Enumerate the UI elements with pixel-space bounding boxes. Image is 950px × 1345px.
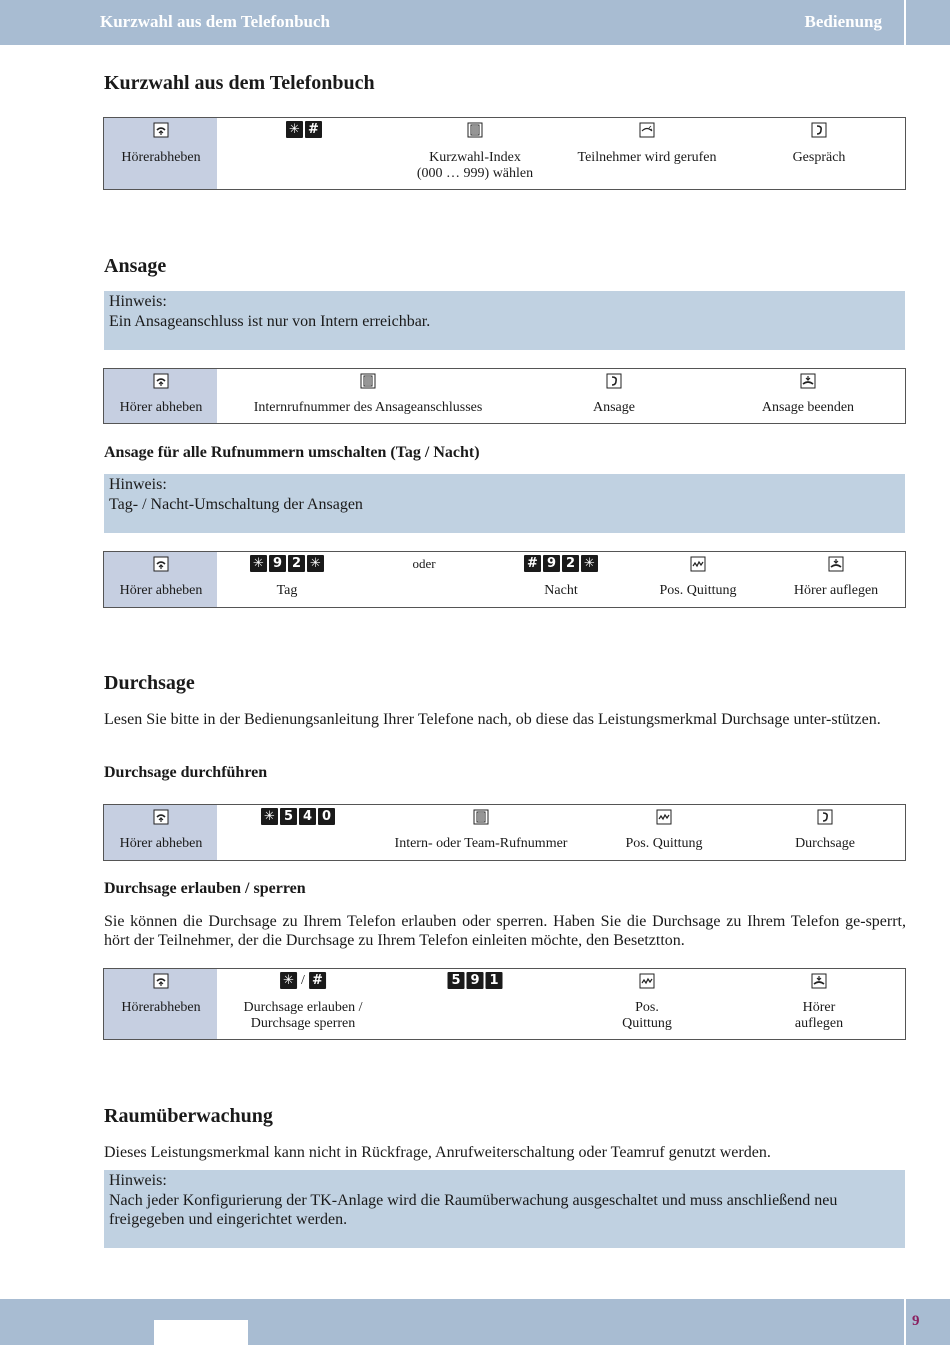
- procedure-table-ansage: [103, 368, 906, 424]
- step-erlauben-line2: Durchsage sperren: [250, 1016, 356, 1031]
- step-kurzwahl-index-line1: Kurzwahl-Index: [429, 150, 521, 165]
- step-teilnehmer-gerufen: Teilnehmer wird gerufen: [577, 150, 717, 165]
- paragraph-raumueberwachung: Dieses Leistungsmerkmal kann nicht in Rückfrage, Anrufweiterschaltung oder Teamruf genutzt werden.: [104, 1144, 771, 1161]
- procedure-table-durchsage: [103, 804, 906, 861]
- hash-key: #: [305, 121, 322, 138]
- note-label: Hinweis:: [109, 476, 167, 493]
- digit-key: 2: [562, 555, 579, 572]
- handset-down-icon: [811, 973, 827, 989]
- step-quittung-line2: Quittung: [622, 1016, 672, 1031]
- procedure-table-tag-nacht: [103, 551, 906, 608]
- page-header: [0, 0, 950, 45]
- handset-lift-icon: [153, 556, 169, 572]
- confirmation-tone-icon: [639, 973, 655, 989]
- keypad-icon: [467, 122, 483, 138]
- star-key: ✳: [307, 555, 324, 572]
- header-section-title: Kurzwahl aus dem Telefonbuch: [100, 12, 331, 31]
- step-hoerer-abheben: Hörer abheben: [119, 400, 203, 415]
- digit-key: 0: [318, 808, 335, 825]
- step-erlauben-sperren: [244, 1000, 363, 1032]
- ringing-icon: [639, 122, 655, 138]
- step-nacht: Nacht: [544, 583, 578, 598]
- step-auflegen-line1: Hörer: [802, 1000, 836, 1015]
- digit-key: 9: [467, 972, 484, 989]
- key-sequence-star-hash: [286, 121, 322, 138]
- step-quittung-line1: Pos.: [635, 1000, 659, 1015]
- note-raumueberwachung: [104, 1170, 905, 1248]
- digit-key: 9: [269, 555, 286, 572]
- step-auflegen-line2: auflegen: [794, 1016, 844, 1031]
- star-key: ✳: [286, 121, 303, 138]
- heading-ansage: Ansage: [104, 255, 167, 277]
- procedure-table-kurzwahl: [103, 117, 906, 190]
- key-star-or-hash: [280, 972, 326, 989]
- keypad-icon: [473, 809, 489, 825]
- procedure-table-durchsage-erlauben: [103, 968, 906, 1040]
- hash-key: #: [524, 555, 541, 572]
- digit-key: 2: [288, 555, 305, 572]
- digit-key: 4: [299, 808, 316, 825]
- star-key: ✳: [581, 555, 598, 572]
- step-internrufnummer: Internrufnummer des Ansageanschlusses: [253, 400, 483, 415]
- heading-raumueberwachung: Raumüberwachung: [104, 1105, 273, 1127]
- step-kurzwahl-index: [417, 150, 533, 182]
- step-hoerer-abheben: Hörerabheben: [121, 150, 201, 165]
- key-sequence-540: [261, 808, 335, 825]
- handset-lift-icon: [153, 809, 169, 825]
- step-hoerer-auflegen: Hörer auflegen: [793, 583, 879, 598]
- footer-marker: [154, 1320, 248, 1345]
- hash-key: #: [309, 972, 326, 989]
- digit-key: 5: [280, 808, 297, 825]
- step-ansage-beenden: Ansage beenden: [761, 400, 855, 415]
- heading-kurzwahl: Kurzwahl aus dem Telefonbuch: [104, 72, 375, 94]
- handset-lift-icon: [153, 973, 169, 989]
- step-kurzwahl-index-line2: (000 … 999) wählen: [416, 166, 534, 181]
- page-number: 9: [912, 1313, 920, 1329]
- digit-key: 1: [486, 972, 503, 989]
- note-label: Hinweis:: [109, 293, 167, 310]
- step-pos-quittung: Pos. Quittung: [659, 583, 737, 598]
- key-sequence-nacht: [524, 555, 598, 572]
- conversation-icon: [606, 373, 622, 389]
- step-intern-team-rufnummer: Intern- oder Team-Rufnummer: [394, 836, 568, 851]
- note-label: Hinweis:: [109, 1172, 167, 1189]
- conversation-icon: [817, 809, 833, 825]
- star-key: ✳: [261, 808, 278, 825]
- slash-separator: /: [301, 972, 305, 988]
- note-tag-nacht: [104, 474, 905, 533]
- step-pos-quittung: [622, 1000, 672, 1032]
- step-gespraech: Gespräch: [792, 150, 846, 165]
- step-pos-quittung: Pos. Quittung: [625, 836, 703, 851]
- digit-key: 5: [448, 972, 465, 989]
- header-chapter: Bedienung: [804, 12, 882, 31]
- heading-durchsage: Durchsage: [104, 672, 195, 694]
- conversation-icon: [811, 122, 827, 138]
- step-hoerer-abheben: Hörer abheben: [119, 836, 203, 851]
- step-tag: Tag: [276, 583, 298, 598]
- key-sequence-tag: [250, 555, 324, 572]
- step-erlauben-line1: Durchsage erlauben /: [243, 1000, 363, 1015]
- step-ansage: Ansage: [593, 400, 635, 415]
- note-text: Tag- / Nacht-Umschaltung der Ansagen: [109, 495, 363, 513]
- step-hoerer-abheben: Hörerabheben: [121, 1000, 201, 1015]
- paragraph-durchsage-erlauben: Sie können die Durchsage zu Ihrem Telefon erlauben oder sperren. Haben Sie die Durchsage zu Ihrem Telefon ge-sperrt, hört der Teilnehmer, der die Durchsage zu Ihrem Telefon einleiten möchte, den Besetztton.: [104, 913, 906, 949]
- handset-down-icon: [828, 556, 844, 572]
- note-text: Ein Ansageanschluss ist nur von Intern erreichbar.: [109, 312, 431, 330]
- confirmation-tone-icon: [690, 556, 706, 572]
- step-hoerer-auflegen: [795, 1000, 843, 1032]
- note-ansage: [104, 291, 905, 350]
- digit-key: 9: [543, 555, 560, 572]
- or-label: oder: [412, 556, 436, 571]
- step-hoerer-abheben: Hörer abheben: [119, 583, 203, 598]
- star-key: ✳: [280, 972, 297, 989]
- keypad-icon: [360, 373, 376, 389]
- handset-lift-icon: [153, 373, 169, 389]
- handset-lift-icon: [153, 122, 169, 138]
- step-durchsage: Durchsage: [795, 836, 855, 851]
- handset-down-icon: [800, 373, 816, 389]
- footer-divider: [904, 1299, 906, 1345]
- header-divider: [904, 0, 906, 45]
- note-text: Nach jeder Konfigurierung der TK-Anlage wird die Raumüberwachung ausgeschaltet und muss anschließend neu freigegeben und eingerichtet werden.: [109, 1191, 838, 1228]
- heading-ansage-tag-nacht: Ansage für alle Rufnummern umschalten (Tag / Nacht): [104, 444, 480, 461]
- page-footer: [0, 1299, 950, 1345]
- heading-durchsage-durchfuehren: Durchsage durchführen: [104, 764, 268, 781]
- star-key: ✳: [250, 555, 267, 572]
- paragraph-durchsage: Lesen Sie bitte in der Bedienungsanleitung Ihrer Telefone nach, ob diese das Leistungsmerkmal Durchsage unter-stützen.: [104, 711, 881, 728]
- heading-durchsage-erlauben: Durchsage erlauben / sperren: [104, 880, 306, 897]
- key-sequence-591: [448, 972, 503, 989]
- confirmation-tone-icon: [656, 809, 672, 825]
